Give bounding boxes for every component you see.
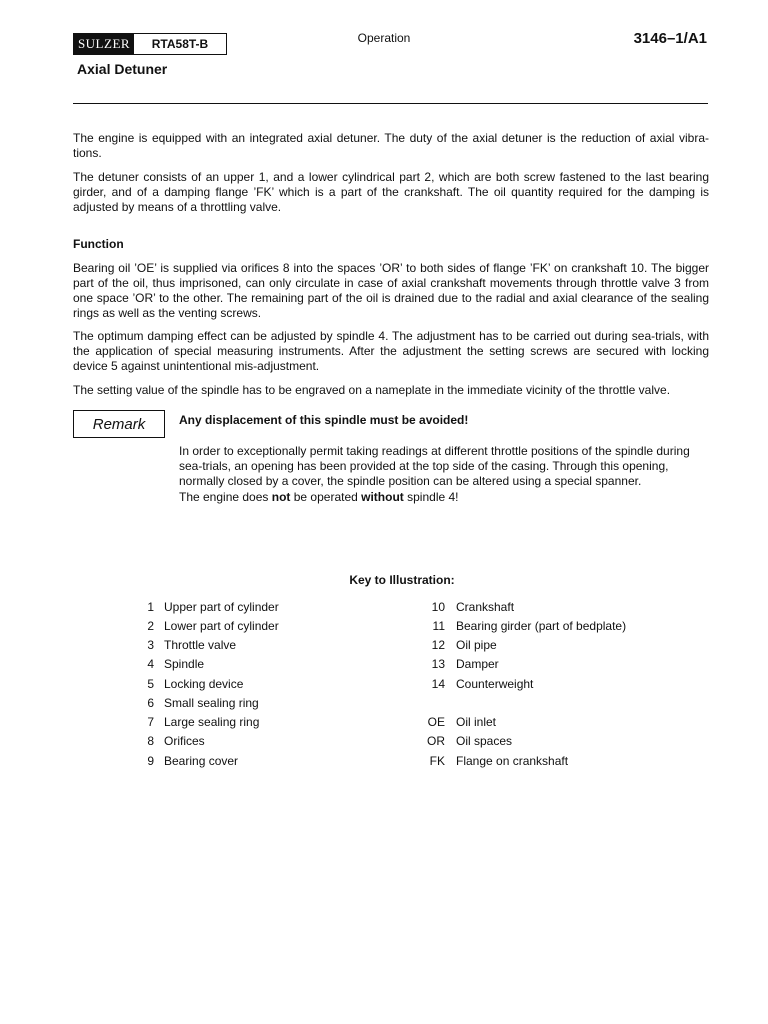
key-item: 7 Large sealing ring xyxy=(147,715,260,729)
key-item: 3 Throttle valve xyxy=(147,638,237,652)
remark-warning: Any displacement of this spindle must be avoided! xyxy=(179,413,469,427)
construction-paragraph: The detuner consists of an upper 1, and a lower cylindrical part 2, which are both screw fastened to the last bearing girder, and of a damping flange ’FK’ which is a part of the crankshaft. The oil quantity required for the damping is adjusted by means of a throttling valve. xyxy=(73,170,709,214)
intro-paragraph: The engine is equipped with an integrated axial detuner. The duty of the axial detuner is the reduction of axial vibrations. xyxy=(73,131,709,160)
remark-box xyxy=(73,410,165,438)
key-item: 11 Bearing girder (part of bedplate) xyxy=(432,619,627,633)
function-paragraph: Bearing oil ’OE’ is supplied via orifices 8 into the spaces ’OR’ to both sides of flange ’FK’ on crankshaft 10. The bigger part of the oil, thus imprisoned, can only circulate in case of axial crankshaft movements through throttle valve 3 from one space ’OR’ to the other. The remaining part of the oil is drained due to the radial and axial clearance of the sealing rings as well as the venting screws. xyxy=(73,261,709,320)
header-divider xyxy=(73,103,708,104)
key-item: 13 Damper xyxy=(431,657,499,671)
brand-label: SULZER xyxy=(74,34,134,54)
key-item: 5 Locking device xyxy=(147,677,244,691)
key-item: 8 Orifices xyxy=(147,734,205,748)
key-item: 4 Spindle xyxy=(147,657,205,671)
key-item: 2 Lower part of cylinder xyxy=(147,619,279,633)
remark-label: Remark xyxy=(92,415,146,433)
key-item: 1 Upper part of cylinder xyxy=(147,600,279,614)
key-item: 6 Small sealing ring xyxy=(147,696,259,710)
key-item: OR Oil spaces xyxy=(427,734,513,748)
key-item: 12 Oil pipe xyxy=(431,638,497,652)
key-item: OE Oil inlet xyxy=(427,715,497,729)
remark-text: In order to exceptionally permit taking readings at different throttle positions of the spindle during sea-trials, an opening has been provided at the top side of the casing. Through this opening, normally closed by a cover, the spindle position can be altered using a special spanner. xyxy=(179,444,690,488)
key-item: 10 Crankshaft xyxy=(431,600,515,614)
adjustment-paragraph: The optimum damping effect can be adjusted by spindle 4. The adjustment has to be carried out during sea-trials, with the application of special measuring instruments. After the adjustment the setting screws are secured with locking device 5 against unintentional mis-adjustment. xyxy=(73,329,709,373)
document-number: 3146–1/A1 xyxy=(633,30,707,47)
engine-model-label: RTA58T-B xyxy=(151,37,209,51)
page-title: Axial Detuner xyxy=(77,61,168,77)
key-item: 9 Bearing cover xyxy=(147,754,239,768)
function-heading: Function xyxy=(73,237,124,251)
key-item: FK Flange on crankshaft xyxy=(429,754,569,768)
key-item: 14 Counterweight xyxy=(431,677,534,691)
remark-final-line: The engine does not be operated without spindle 4! xyxy=(179,490,459,504)
key-title: Key to Illustration: xyxy=(349,573,455,587)
setting-value-paragraph: The setting value of the spindle has to be engraved on a nameplate in the immediate vicinity of the throttle valve. xyxy=(73,383,671,397)
section-label: Operation xyxy=(357,31,411,45)
